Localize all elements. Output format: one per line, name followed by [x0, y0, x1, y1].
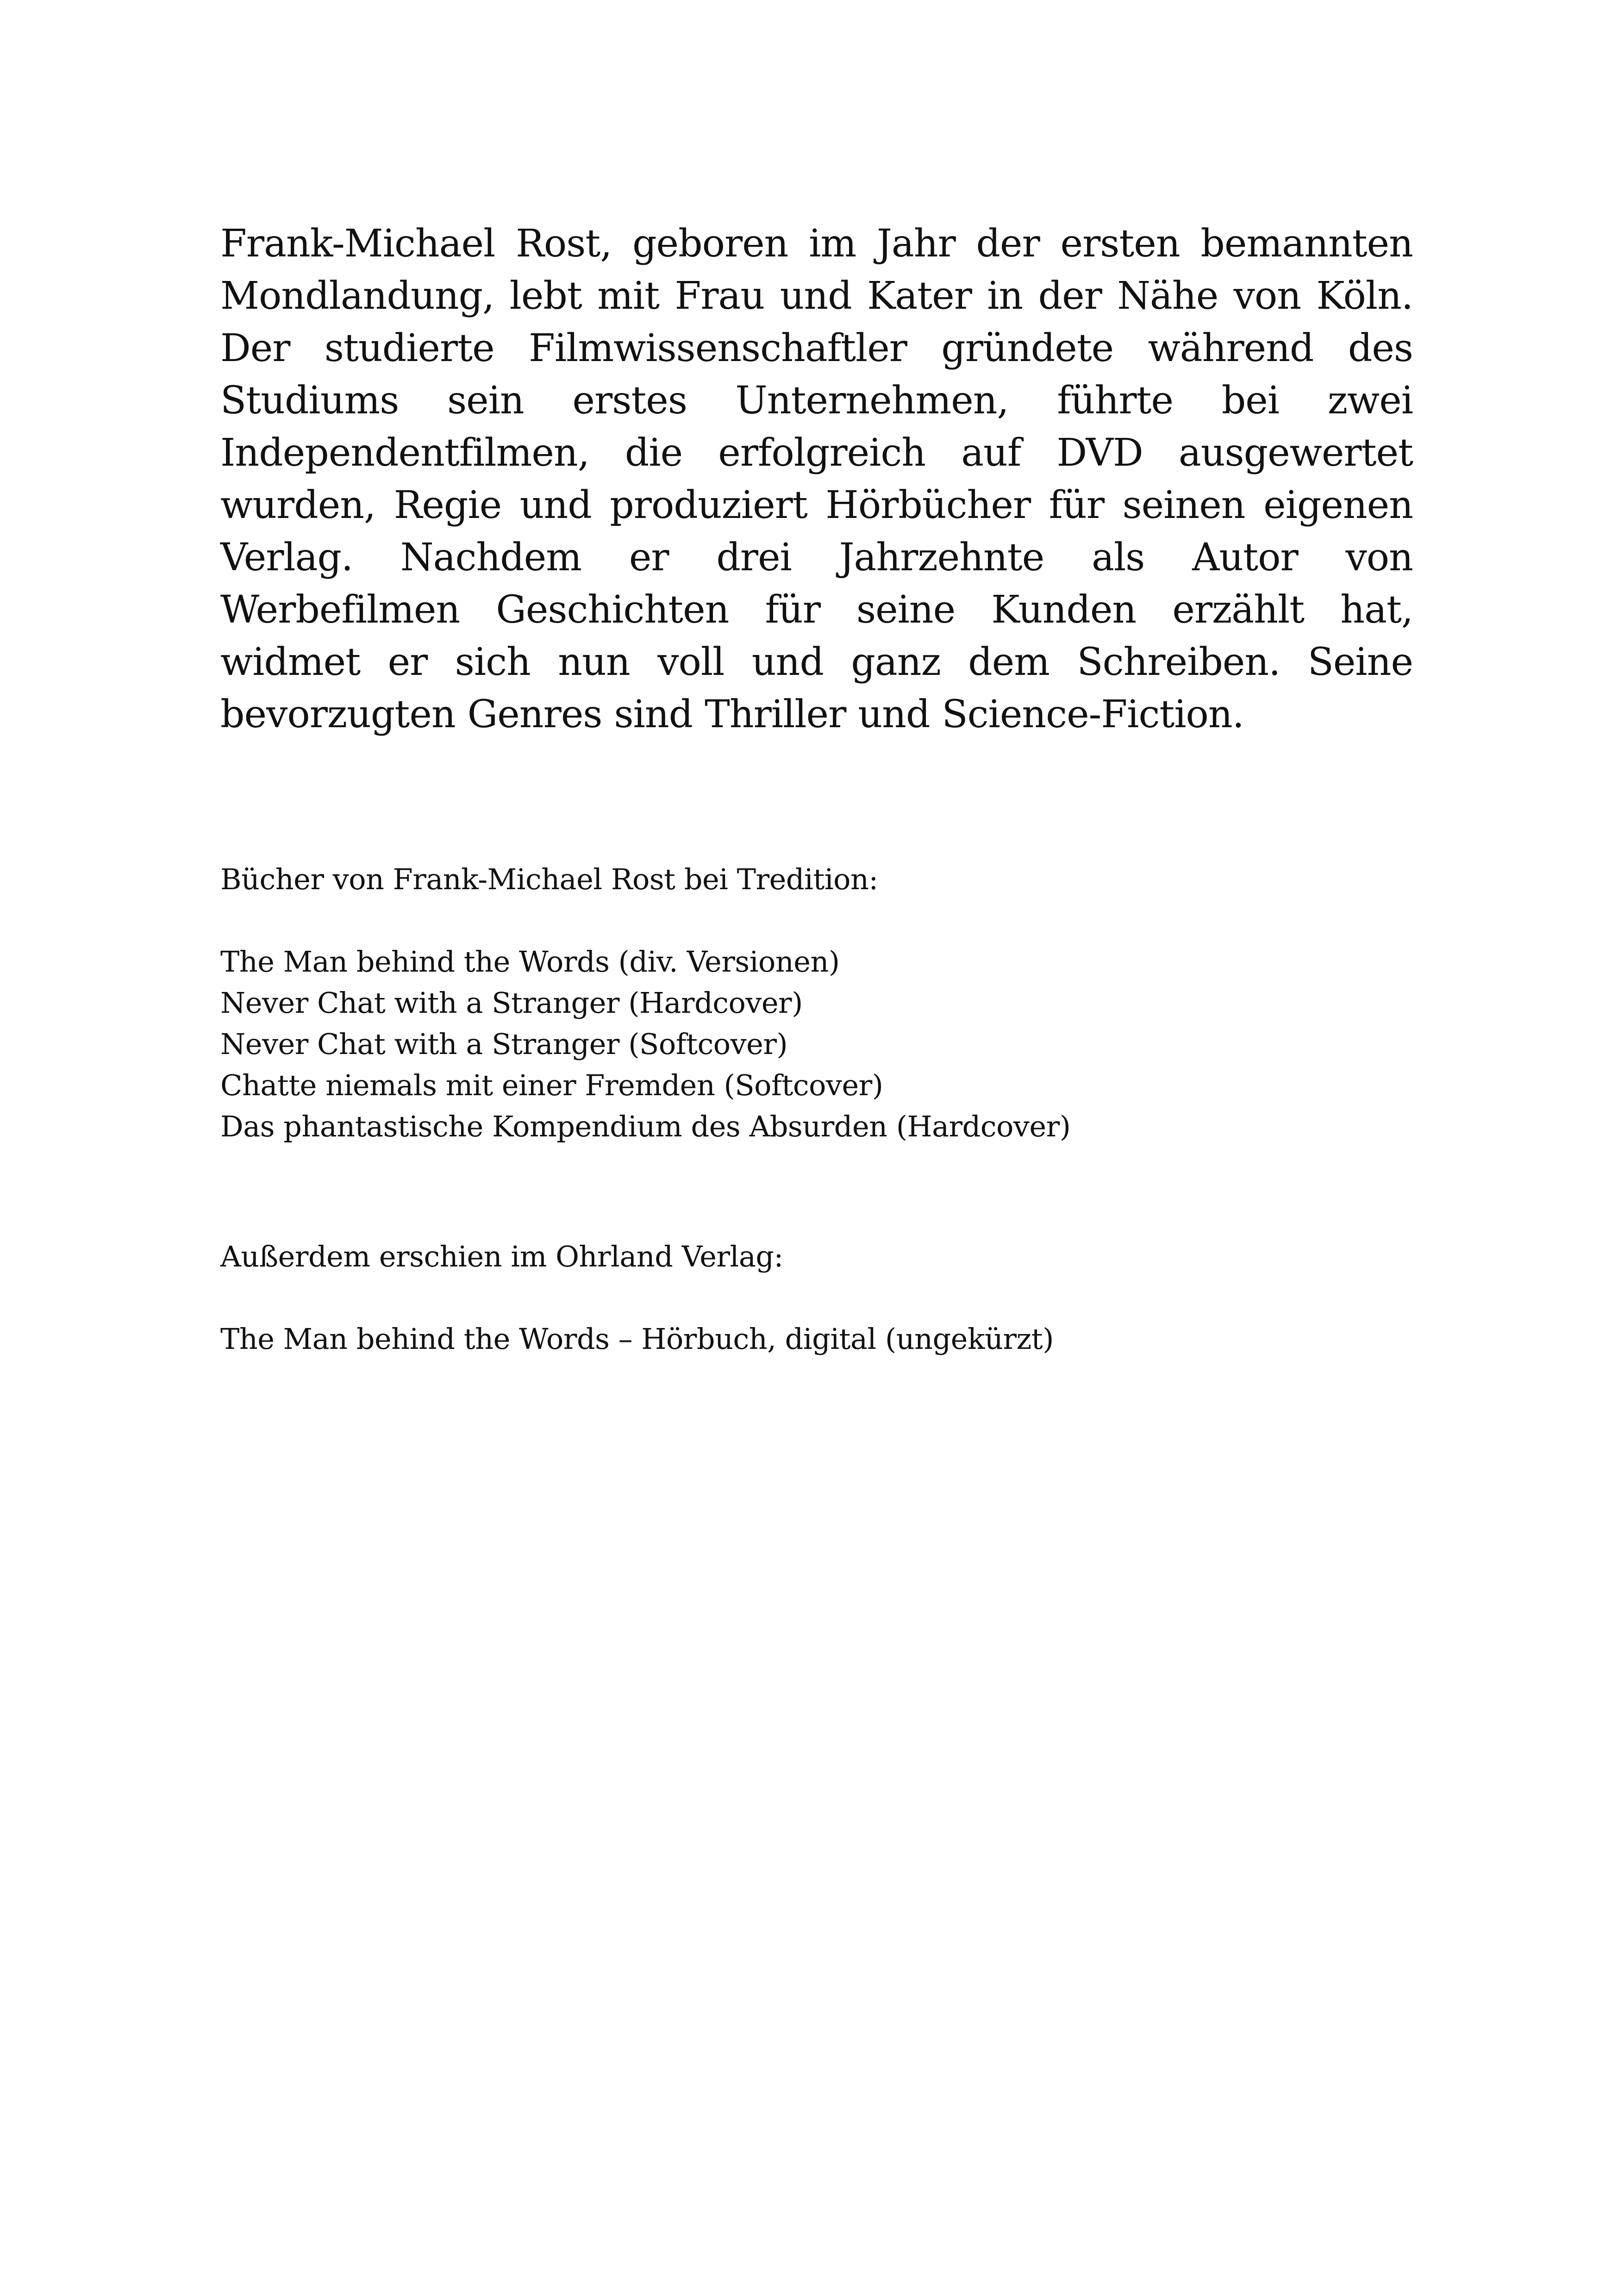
- other-publisher-section: [220, 1236, 1563, 1360]
- other-publisher-list: [220, 1318, 1563, 1360]
- books-list: [220, 941, 1563, 1147]
- other-publisher-heading: Außerdem erschien im Ohrland Verlag:: [220, 1240, 783, 1273]
- book-item: The Man behind the Words (div. Versionen): [220, 945, 840, 979]
- books-section: [220, 859, 1563, 1147]
- books-heading: Bücher von Frank-Michael Rost bei Tredition:: [220, 862, 878, 896]
- book-item: Das phantastische Kompendium des Absurden (Hardcover): [220, 1110, 1071, 1143]
- book-item: Never Chat with a Stranger (Softcover): [220, 1027, 788, 1061]
- book-item: Never Chat with a Stranger (Hardcover): [220, 986, 803, 1020]
- author-biography: Frank-Michael Rost, geboren im Jahr der ersten bemannten Mondlandung, lebt mit Frau und Kater in der Nähe von Köln. Der studierte Filmwissenschaftler gründete während des Studiums sein erstes Unternehmen, führte bei zwei Independentfilmen, die erfolgreich auf DVD ausgewertet wurden, Regie und produziert Hörbücher für seinen eigenen Verlag. Nachdem er drei Jahrzehnte als Autor von Werbefilmen Geschichten für seine Kunden erzählt hat, widmet er sich nun voll und ganz dem Schreiben. Seine bevorzugten Genres sind Thriller und Science-Fiction.: [220, 222, 1413, 736]
- book-item: Chatte niemals mit einer Fremden (Softcover): [220, 1068, 883, 1102]
- book-item: The Man behind the Words – Hörbuch, digital (ungekürzt): [220, 1322, 1054, 1356]
